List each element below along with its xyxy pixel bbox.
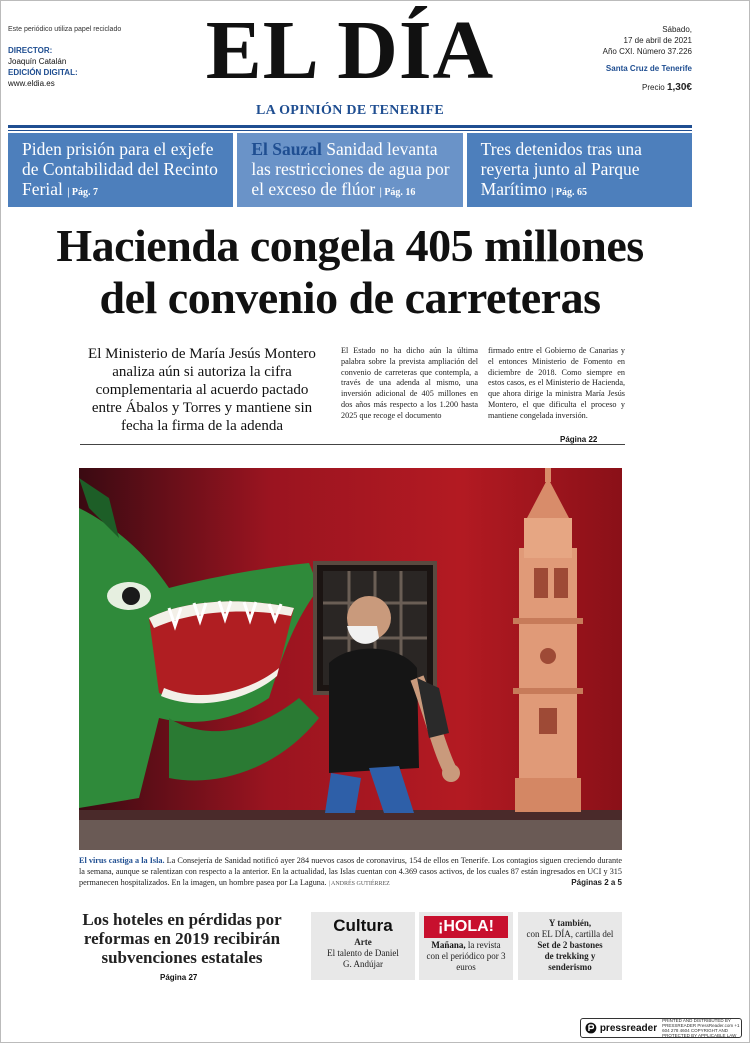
headline-line-2: del convenio de carreteras [99,272,601,323]
city: Santa Cruz de Tenerife [605,64,692,73]
masthead-right-info [552,24,692,93]
promo-cultura-text: El talento de Daniel G. Andújar [327,948,399,969]
headline-deck: El Ministerio de María Jesús Montero analiza aún si autoriza la cifra complementaria al acuerdo pactado entre Ábalos y Torres y mantiene sin fecha la firma de la adenda [88,346,316,434]
recycled-note: Este periódico utiliza papel reciclado [8,26,122,33]
bottom-story-page: Página 27 [160,973,198,982]
promo-cultura[interactable] [311,912,415,980]
teaser-section: El Sauzal [251,139,322,159]
promo-tambien[interactable] [518,912,622,980]
promo-hola-text: la revista con el periódico por 3 euros [426,940,506,972]
body-column-2: firmado entre el Gobierno de Canarias y el entonces Ministerio de Fomento en diciembre de 2018. Como siempre en estos casos, es el Ministerio de Hacienda, que ahora dirige la ministra María Jesús Montero, el que dificulta el proceso y mantiene congelada inversión. [488,346,625,420]
caption-page-ref: Páginas 2 a 5 [571,878,622,887]
promo-hola-kicker: Mañana, [431,940,466,950]
director-name: Joaquín Catalán [8,57,67,66]
photo-credit: | ANDRÉS GUTIÉRREZ [328,881,390,887]
masthead-rule-thin [8,130,692,131]
promo-tambien-title: Y también, [548,918,592,928]
pressreader-logo: pressreader [599,1022,658,1034]
newspaper-slogan: LA OPINIÓN DE TENERIFE [256,103,444,118]
main-photo[interactable] [79,468,622,850]
promo-tambien-bold: Set de 2 bastones de trekking y senderismo [537,940,603,972]
website-link[interactable]: www.eldia.es [8,79,55,88]
weekday: Sábado, [662,25,692,34]
teaser-text: Piden prisión para el exjefe de Contabilidad del Recinto Ferial [22,139,218,199]
pressreader-fineprint: PRINTED AND DISTRIBUTED BY PRESSREADER PressReader.com +1 604 278 4604 COPYRIGHT AND PROTECTED BY APPLICABLE LAW [662,1018,740,1038]
teaser-item[interactable] [237,133,462,207]
promo-cultura-kicker: Arte [354,937,372,947]
headline-line-1: Hacienda congela 405 millones [56,220,644,271]
teaser-strip [8,133,692,207]
teaser-text: Tres detenidos tras una reyerta junto al Parque Marítimo [480,139,642,199]
pressreader-icon [585,1022,597,1034]
teaser-page: | Pág. 16 [379,187,416,198]
promo-cultura-title: Cultura [333,916,393,935]
masthead-left-info [8,24,138,89]
teaser-page: | Pág. 65 [551,187,587,198]
issue-number: Año CXI. Número 37.226 [602,47,692,56]
promo-tambien-line: con EL DÍA, cartilla del [526,929,614,939]
teaser-text: Sanidad levanta las restricciones de agua por el exceso de flúor [251,139,450,199]
newspaper-logo: EL DÍA [205,4,495,97]
body-column-1: El Estado no ha dicho aún la última palabra sobre la prevista ampliación del convenio de carreteras que contempla, a través de una adenda al mismo, una inversión adicional de 405 millones en dos años más respecto a los 1.200 hasta 2025 que recoge el documento [341,346,478,420]
story-rule [80,444,625,445]
caption-lead: El virus castiga a la Isla. [79,856,165,865]
mural-illustration [79,468,622,850]
price-label: Precio [642,83,665,92]
director-label: DIRECTOR: [8,46,53,55]
masthead-rule [8,125,692,128]
teaser-item[interactable] [467,133,692,207]
teaser-page: | Pág. 7 [67,187,99,198]
main-headline[interactable] [8,220,692,324]
story-page-ref: Página 22 [560,435,598,444]
price-value: 1,30€ [666,82,692,93]
promo-hola[interactable] [419,912,513,980]
teaser-item[interactable] [8,133,233,207]
bottom-story-headline[interactable]: Los hoteles en pérdidas por reformas en 2019 recibirán subvenciones estatales [82,910,282,967]
photo-caption [79,855,622,890]
digital-edition-label: EDICIÓN DIGITAL: [8,68,78,77]
issue-date: 17 de abril de 2021 [623,36,692,45]
price-line [552,82,692,93]
hola-logo: ¡HOLA! [424,916,508,938]
caption-text: La Consejería de Sanidad notificó ayer 284 nuevos casos de coronavirus, 154 de ellos en Tenerife. Los contagios siguen creciendo durante la semana, aunque se ralentizan con respecto a la anterior. En la actualidad, las Islas cuentan con 4.369 casos activos, de los cuales 87 están ingresados en UCI y 315 permanecen hospitalizados. En la imagen, un hombre pasea por La Laguna. [79,856,622,887]
pressreader-badge[interactable] [580,1018,742,1038]
